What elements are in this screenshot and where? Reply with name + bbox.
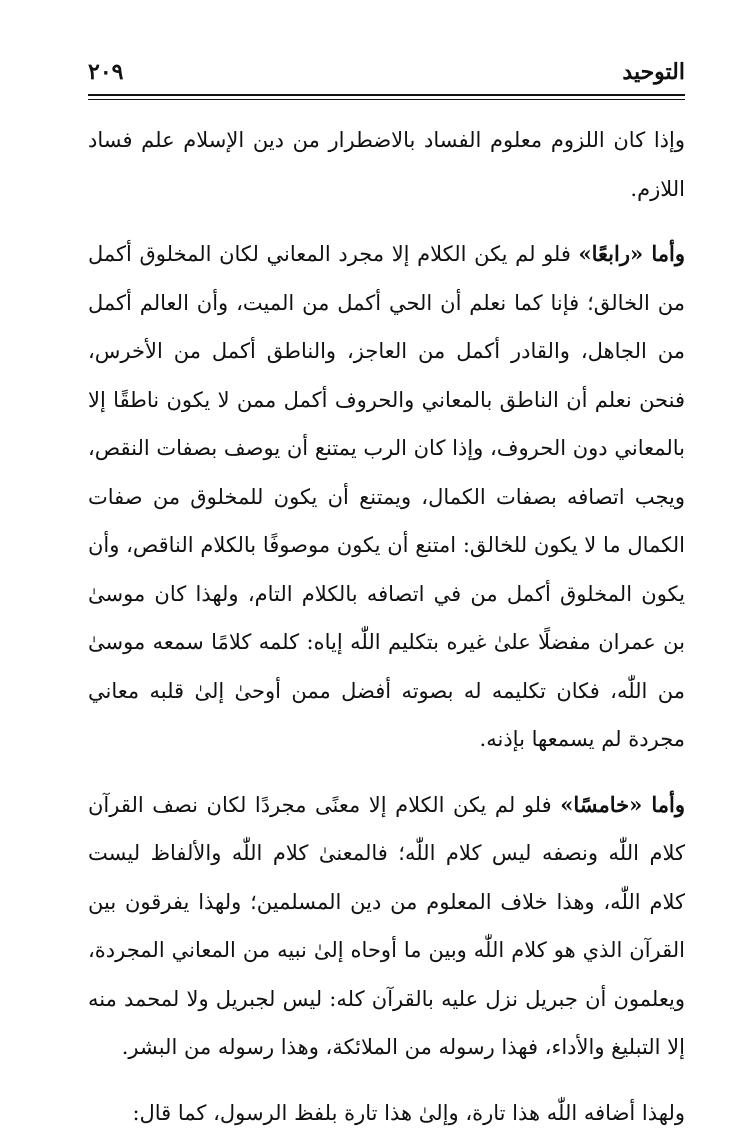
page-body: [88, 116, 685, 1137]
paragraph-1: [88, 116, 685, 213]
paragraph-lead: وأما «خامسًا»: [560, 792, 685, 817]
paragraph-4: [88, 1089, 685, 1137]
running-header: [88, 52, 685, 96]
header-rule-thin: [88, 99, 685, 100]
paragraph-3: [88, 781, 685, 1072]
paragraph-text: وإذا كان اللزوم معلوم الفساد بالاضطرار من دين الإسلام علم فساد اللازم.: [88, 128, 685, 201]
header-rule: [88, 94, 685, 96]
paragraph-text: فلو لم يكن الكلام إلا معنًى مجردًا لكان نصف القرآن كلام اللّٰه ونصفه ليس كلام اللّٰه؛ فالمعنىٰ كلام اللّٰه والألفاظ ليست كلام اللّٰه، وهذا خلاف المعلوم من دين المسلمين؛ ولهذا يفرقون بين القرآن الذي هو كلام اللّٰه وبين ما أوحاه إلىٰ نبيه من المعاني المجردة، ويعلمون أن جبريل نزل عليه بالقرآن كله: ليس لجبريل ولا لمحمد منه إلا التبليغ والأداء، فهذا رسوله من الملائكة، وهذا رسوله من البشر.: [88, 793, 685, 1060]
paragraph-2: [88, 230, 685, 764]
paragraph-lead: وأما «رابعًا»: [579, 241, 685, 266]
page-number: ٢٠٩: [88, 52, 123, 92]
paragraph-text: ولهذا أضافه اللّٰه هذا تارة، وإلىٰ هذا تارة بلفظ الرسول، كما قال:: [132, 1101, 685, 1125]
header-title: التوحيد: [622, 52, 685, 92]
paragraph-text: فلو لم يكن الكلام إلا مجرد المعاني لكان المخلوق أكمل من الخالق؛ فإنا كما نعلم أن الحي أكمل من الميت، وأن العالم أكمل من الجاهل، والقادر أكمل من العاجز، والناطق أكمل من الأخرس، فنحن نعلم أن الناطق بالمعاني والحروف أكمل ممن لا يكون ناطقًا إلا بالمعاني دون الحروف، وإذا كان الرب يمتنع أن يوصف بصفات النقص، ويجب اتصافه بصفات الكمال، ويمتنع أن يكون للمخلوق من صفات الكمال ما لا يكون للخالق: امتنع أن يكون موصوفًا بالكلام الناقص، وأن يكون المخلوق أكمل من في اتصافه بالكلام التام، ولهذا كان موسىٰ بن عمران مفضلًا علىٰ غيره بتكليم اللّٰه إياه: كلمه كلامًا سمعه موسىٰ من اللّٰه، فكان تكليمه له بصوته أفضل ممن أوحىٰ إلىٰ قلبه معاني مجردة لم يسمعها بإذنه.: [88, 242, 685, 751]
